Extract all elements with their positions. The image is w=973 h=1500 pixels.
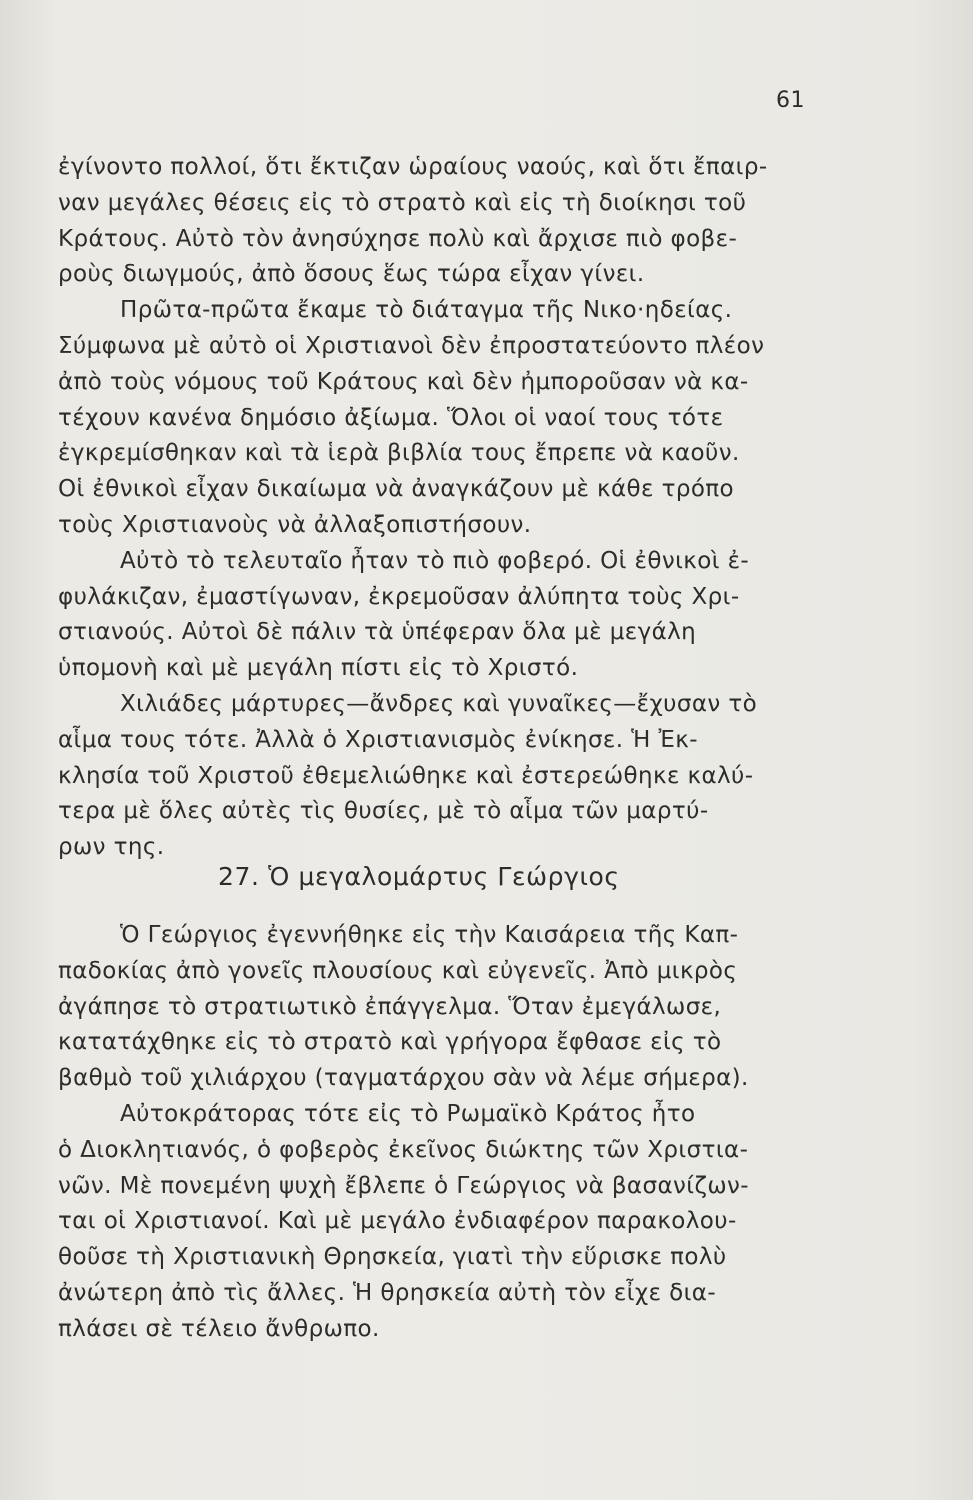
text-line: τοὺς Χριστιανοὺς νὰ ἀλλαξοπιστήσουν.: [58, 511, 532, 538]
text-line: κλησία τοῦ Χριστοῦ ἐθεμελιώθηκε καὶ ἐστερεώθηκε καλύ-: [58, 762, 754, 789]
text-line: πλάσει σὲ τέλειο ἄνθρωπο.: [58, 1315, 380, 1342]
text-line: Αὐτοκράτορας τότε εἰς τὸ Ρωμαϊκὸ Κράτος ἦτο: [120, 1100, 696, 1127]
paragraph-block-georgios: [58, 918, 833, 1348]
text-line: Ὁ Γεώργιος ἐγεννήθηκε εἰς τὴν Καισάρεια τῆς Καπ-: [120, 922, 739, 948]
section-heading: 27. Ὁ μεγαλομάρτυς Γεώργιος: [218, 862, 620, 891]
text-line: ὑπομονὴ καὶ μὲ μεγάλη πίστι εἰς τὸ Χριστό.: [58, 655, 579, 682]
paragraph-block-persecution: [58, 150, 833, 866]
text-line: ρων της.: [58, 834, 165, 861]
text-line: αἷμα τους τότε. Ἀλλὰ ὁ Χριστιανισμὸς ἐνίκησε. Ἡ Ἐκ-: [58, 726, 698, 753]
text-line: ἐγκρεμίσθηκαν καὶ τὰ ἱερὰ βιβλία τους ἔπρεπε νὰ καοῦν.: [58, 440, 740, 467]
text-line: ται οἱ Χριστιανοί. Καὶ μὲ μεγάλο ἐνδιαφέρον παρακολου-: [58, 1208, 737, 1235]
text-line: Σύμφωνα μὲ αὐτὸ οἱ Χριστιανοὶ δὲν ἐπροστατεύοντο πλέον: [58, 332, 765, 359]
text-line: τέχουν κανένα δημόσιο ἀξίωμα. Ὅλοι οἱ ναοί τους τότε: [58, 404, 724, 431]
page-number: 61: [776, 88, 805, 113]
text-line: θοῦσε τὴ Χριστιανικὴ Θρησκεία, γιατὶ τὴν εὕρισκε πολὺ: [58, 1244, 727, 1271]
text-line: στιανούς. Αὐτοὶ δὲ πάλιν τὰ ὑπέφεραν ὅλα μὲ μεγάλη: [58, 619, 697, 646]
text-line: Κράτους. Αὐτὸ τὸν ἀνησύχησε πολὺ καὶ ἄρχισε πιὸ φοβε-: [58, 225, 738, 252]
text-line: ὁ Διοκλητιανός, ὁ φοβερὸς ἐκεῖνος διώκτης τῶν Χριστια-: [58, 1136, 749, 1163]
text-line: ναν μεγάλες θέσεις εἰς τὸ στρατὸ καὶ εἰς τὴ διοίκησι τοῦ: [58, 189, 747, 216]
text-line: Χιλιάδες μάρτυρες—ἄνδρες καὶ γυναῖκες—ἔχυσαν τὸ: [120, 690, 758, 717]
text-line: ροὺς διωγμούς, ἀπὸ ὅσους ἕως τώρα εἶχαν γίνει.: [58, 261, 645, 288]
text-line: ἀπὸ τοὺς νόμους τοῦ Κράτους καὶ δὲν ἠμποροῦσαν νὰ κα-: [58, 368, 749, 395]
text-line: φυλάκιζαν, ἐμαστίγωναν, ἐκρεμοῦσαν ἀλύπητα τοὺς Χρι-: [58, 583, 740, 610]
text-line: ἐγίνοντο πολλοί, ὅτι ἔκτιζαν ὡραίους ναούς, καὶ ὅτι ἔπαιρ-: [58, 154, 768, 180]
text-line: ἀγάπησε τὸ στρατιωτικὸ ἐπάγγελμα. Ὅταν ἐμεγάλωσε,: [58, 993, 722, 1020]
text-line: νῶν. Μὲ πονεμένη ψυχὴ ἔβλεπε ὁ Γεώργιος νὰ βασανίζων-: [58, 1172, 749, 1199]
text-line: Πρῶτα-πρῶτα ἔκαμε τὸ διάταγμα τῆς Νικο·ηδείας.: [120, 297, 733, 324]
text-line: βαθμὸ τοῦ χιλιάρχου (ταγματάρχου σὰν νὰ λέμε σήμερα).: [58, 1065, 749, 1092]
text-line: παδοκίας ἀπὸ γονεῖς πλουσίους καὶ εὐγενεῖς. Ἀπὸ μικρὸς: [58, 957, 738, 984]
text-line: τερα μὲ ὅλες αὐτὲς τὶς θυσίες, μὲ τὸ αἷμα τῶν μαρτύ-: [58, 798, 709, 825]
text-line: Οἱ ἐθνικοὶ εἶχαν δικαίωμα νὰ ἀναγκάζουν μὲ κάθε τρόπο: [58, 476, 735, 503]
text-line: κατατάχθηκε εἰς τὸ στρατὸ καὶ γρήγορα ἔφθασε εἰς τὸ: [58, 1029, 722, 1056]
text-line: Αὐτὸ τὸ τελευταῖο ἦταν τὸ πιὸ φοβερό. Οἱ ἐθνικοὶ ἐ-: [120, 547, 750, 574]
text-line: ἀνώτερη ἀπὸ τὶς ἄλλες. Ἡ θρησκεία αὐτὴ τὸν εἶχε δια-: [58, 1279, 717, 1306]
